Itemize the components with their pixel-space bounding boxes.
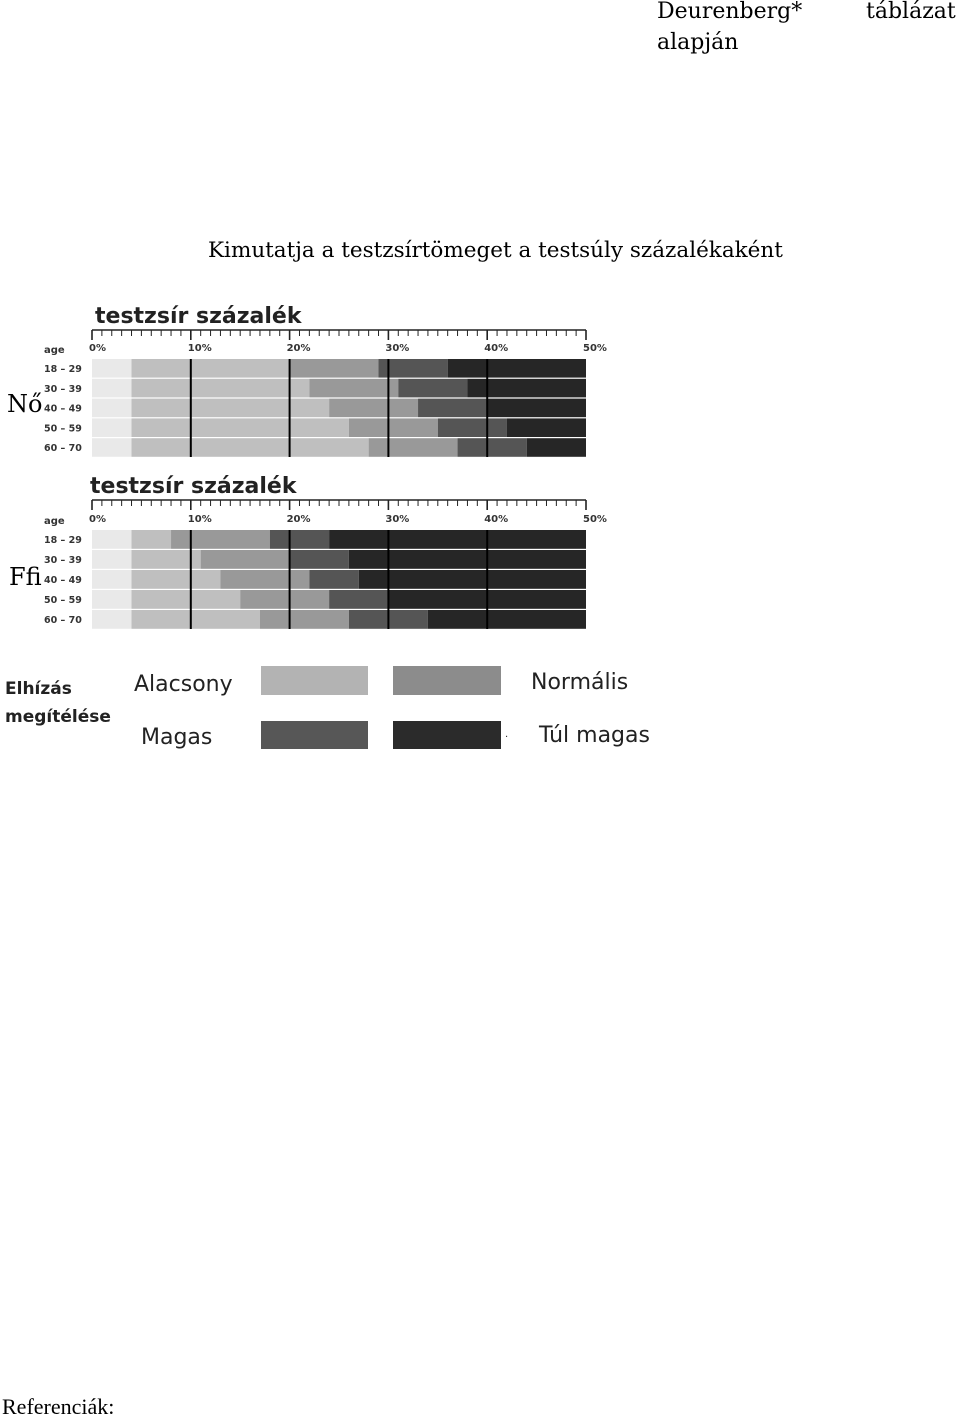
- bar-segment-female-row3-seg3: [329, 399, 418, 418]
- x-tick-label-male: 20%: [286, 514, 311, 525]
- bar-segment-female-row5-seg5: [527, 438, 586, 457]
- age-category-label-female: 50 – 59: [44, 423, 82, 435]
- legend-swatch-normalis: [393, 666, 501, 695]
- bar-segment-female-row2-seg2: [132, 379, 310, 398]
- age-category-label-female: 40 – 49: [44, 403, 82, 415]
- x-tick-label-male: 40%: [484, 514, 509, 525]
- references-label: Referenciák:: [2, 1394, 115, 1419]
- bar-segment-female-row1-seg2: [132, 359, 290, 378]
- bar-segment-male-row2-seg3: [201, 550, 290, 569]
- x-tick-label-female: 50%: [583, 343, 607, 354]
- age-category-label-female: 60 – 70: [44, 443, 82, 455]
- bar-segment-female-row2-seg1: [92, 379, 132, 398]
- bar-segment-female-row1-seg5: [448, 359, 586, 378]
- legend-title-line2: megítélése: [5, 707, 111, 727]
- bar-segment-male-row5-seg5: [428, 610, 586, 629]
- age-category-label-male: 40 – 49: [44, 575, 82, 586]
- bar-segment-female-row1-seg3: [290, 359, 379, 378]
- bar-segment-male-row1-seg2: [132, 530, 172, 549]
- chart-title-female: testzsír százalék: [95, 304, 302, 329]
- bar-segment-female-row5-seg3: [369, 438, 458, 457]
- legend-swatch-magas: [261, 721, 368, 749]
- x-tick-label-female: 40%: [484, 343, 509, 354]
- bar-segment-female-row2-seg4: [398, 379, 467, 398]
- group-label-male: Ffi: [9, 563, 42, 591]
- age-axis-label-female: age: [44, 345, 65, 356]
- bar-segment-male-row4-seg4: [329, 590, 388, 609]
- header-tablazat: táblázat: [866, 0, 956, 24]
- bar-segment-female-row2-seg3: [309, 379, 398, 398]
- bar-segment-female-row4-seg3: [349, 418, 438, 437]
- bar-segment-male-row3-seg4: [309, 570, 358, 589]
- chart-title-male: testzsír százalék: [90, 474, 297, 499]
- legend-label-normalis: Normális: [531, 670, 629, 695]
- x-tick-label-male: 0%: [89, 514, 106, 525]
- age-category-label-female: 18 – 29: [44, 364, 82, 375]
- legend-dot: .: [505, 729, 509, 740]
- legend-label-alacsony: Alacsony: [134, 672, 233, 697]
- figure-caption: Kimutatja a testzsírtömeget a testsúly százalékaként: [208, 238, 783, 263]
- bar-segment-male-row3-seg1: [92, 570, 132, 589]
- bar-segment-male-row1-seg5: [329, 530, 586, 549]
- bar-segment-female-row4-seg4: [438, 418, 507, 437]
- header-alapjan: alapján: [657, 30, 739, 55]
- bar-segment-male-row5-seg1: [92, 610, 132, 629]
- bar-segment-male-row1-seg1: [92, 530, 132, 549]
- bar-segment-male-row1-seg3: [171, 530, 270, 549]
- bar-segment-male-row5-seg2: [132, 610, 260, 629]
- legend-swatch-alacsony: [261, 666, 368, 695]
- bar-segment-female-row2-seg5: [467, 379, 586, 398]
- bar-segment-female-row4-seg1: [92, 418, 132, 437]
- bar-segment-male-row4-seg1: [92, 590, 132, 609]
- bar-segment-female-row3-seg2: [132, 399, 330, 418]
- header-deurenberg: Deurenberg*: [657, 0, 803, 24]
- bar-segment-female-row3-seg5: [487, 399, 586, 418]
- group-label-female: Nő: [7, 390, 43, 418]
- bar-segment-male-row4-seg2: [132, 590, 241, 609]
- bar-segment-female-row4-seg2: [132, 418, 349, 437]
- x-tick-label-female: 30%: [385, 343, 410, 354]
- legend-label-tul-magas: Túl magas: [539, 723, 650, 748]
- bar-segment-male-row2-seg1: [92, 550, 132, 569]
- x-tick-label-female: 10%: [187, 343, 212, 354]
- x-tick-label-male: 50%: [583, 514, 607, 525]
- bar-segment-male-row4-seg3: [240, 590, 329, 609]
- bar-segment-male-row5-seg3: [260, 610, 349, 629]
- legend-title-line1: Elhízás: [5, 679, 72, 699]
- bar-segment-male-row1-seg4: [270, 530, 329, 549]
- bar-segment-female-row1-seg1: [92, 359, 132, 378]
- bar-segment-female-row5-seg2: [132, 438, 369, 457]
- bar-segment-female-row3-seg1: [92, 399, 132, 418]
- x-tick-label-female: 0%: [89, 343, 106, 354]
- x-tick-label-female: 20%: [286, 343, 311, 354]
- x-tick-label-male: 10%: [187, 514, 212, 525]
- age-category-label-male: 30 – 39: [44, 555, 82, 566]
- bar-segment-female-row5-seg1: [92, 438, 132, 457]
- bar-segment-female-row4-seg5: [507, 418, 586, 437]
- age-category-label-male: 60 – 70: [44, 615, 82, 626]
- bar-segment-male-row2-seg5: [349, 550, 586, 569]
- x-tick-label-male: 30%: [385, 514, 410, 525]
- age-axis-label-male: age: [44, 516, 65, 527]
- legend-swatch-tul-magas: [393, 721, 501, 749]
- bar-segment-male-row2-seg4: [290, 550, 349, 569]
- age-category-label-female: 30 – 39: [44, 383, 82, 395]
- age-category-label-male: 18 – 29: [44, 535, 82, 546]
- bar-segment-male-row3-seg5: [359, 570, 586, 589]
- bar-segment-male-row3-seg2: [132, 570, 221, 589]
- legend-label-magas: Magas: [141, 725, 213, 750]
- age-category-label-male: 50 – 59: [44, 595, 82, 606]
- bar-segment-male-row3-seg3: [220, 570, 309, 589]
- bar-segment-female-row3-seg4: [418, 399, 487, 418]
- bar-segment-female-row5-seg4: [458, 438, 527, 457]
